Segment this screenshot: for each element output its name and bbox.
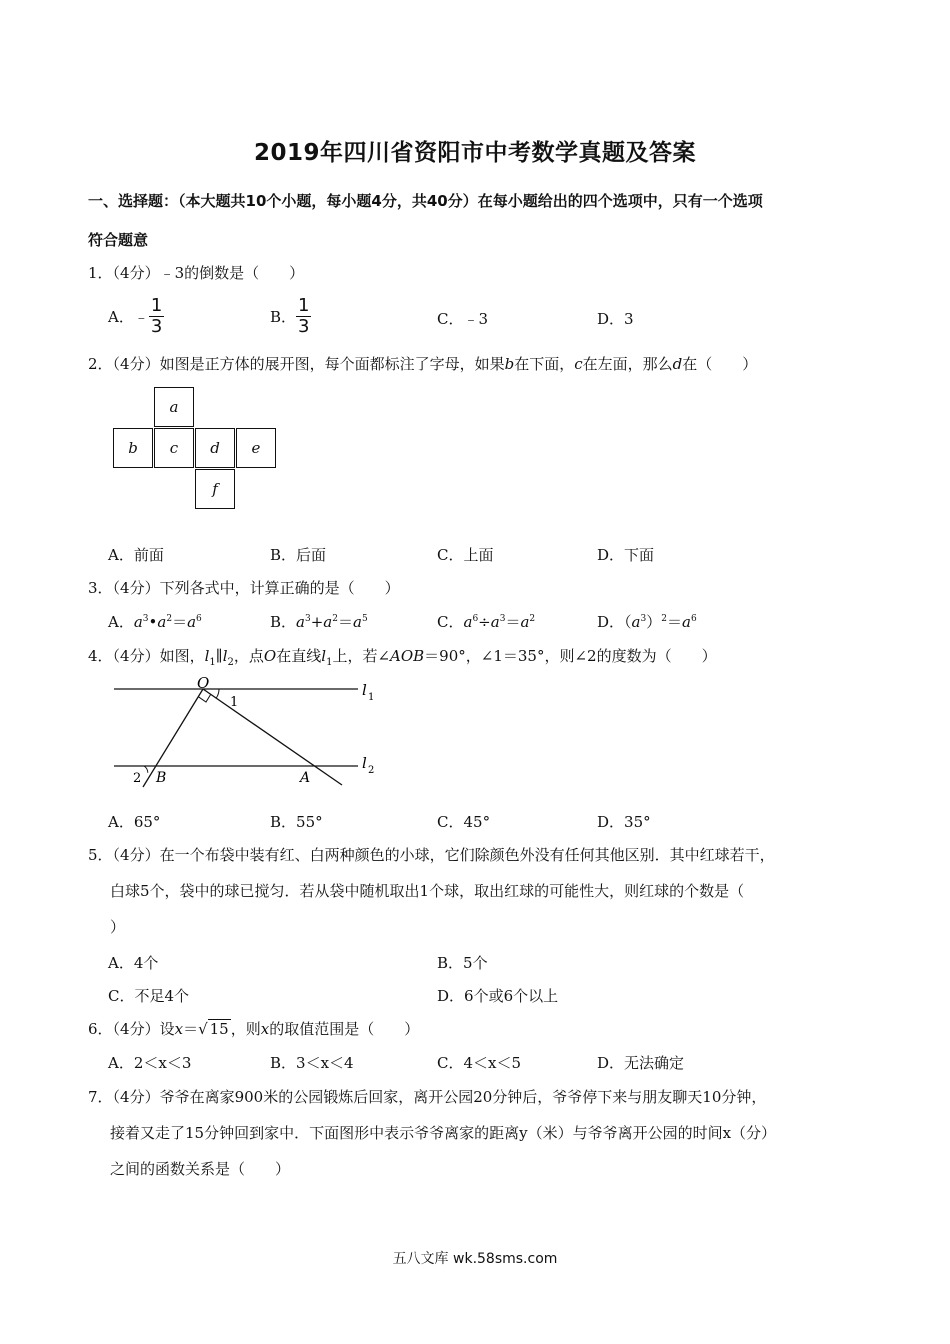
q6-eq: ＝ [183,1020,199,1038]
q1-option-b-label: B． [270,308,297,326]
q2-option-c: C．上面 [437,546,494,564]
question-7-stem-end: 之间的函数关系是（ ） [110,1160,291,1178]
label-l1-sub: 1 [368,692,375,703]
q4-stem-mid2: 在直线 [276,647,322,665]
net-cell-c: c [154,428,194,468]
q2-stem-pre: 2．（4分）如图是正方体的展开图，每个面都标注了字母，如果 [88,355,505,373]
net-cell-e: e [236,428,276,468]
q4-option-a: A．65° [108,813,161,831]
q6-option-a: A．2＜x＜3 [108,1054,192,1072]
q1-option-d: D．3 [597,310,634,328]
q2-stem-t3: 在（ ） [682,355,758,373]
net-cell-b: b [113,428,153,468]
q4-option-c: C．45° [437,813,491,831]
var-d: d [672,355,683,373]
numerator: 1 [150,295,163,316]
segment-OA [203,689,342,785]
label-A: A [300,770,311,786]
var-x: x [260,1020,270,1038]
q3-option-b: B．$a^3+a^2=a^5$ [270,613,368,631]
q1-option-c: C．﹣3 [437,310,489,328]
q5-option-d: D．6个或6个以上 [437,987,559,1005]
label-angle-1: 1 [230,695,239,710]
fraction [149,297,164,336]
q3-option-d-label: D． [597,613,625,631]
question-7-stem-cont: 接着又走了15分钟回到家中．下面图形中表示爷爷离家的距离y（米）与爷爷离开公园的时间x（分） [110,1124,777,1142]
question-5-stem: 5．（4分）在一个布袋中装有红、白两种颜色的小球，它们除颜色外没有任何其他区别．其中红球若干， [88,846,775,864]
question-4-stem: 4．（4分）如图，$l_1\parallel l_2$，点O在直线$l_1$上，若∠AOB＝90°，∠1＝35°，则∠2的度数为（ ） [88,647,717,668]
q5-option-b: B．5个 [437,954,488,972]
q6-option-d: D．无法确定 [597,1054,685,1072]
var-x: x [174,1020,184,1038]
question-3-stem: 3．（4分）下列各式中，计算正确的是（ ） [88,579,400,597]
net-cell-a: a [154,387,194,427]
net-cell-f: f [195,469,235,509]
footer-watermark: 五八文库 wk.58sms.com [392,1251,558,1267]
label-O: O [197,674,210,692]
radicand: 15 [209,1020,229,1038]
q2-option-a: A．前面 [108,546,164,564]
q6-mid: ，则 [230,1020,261,1038]
section-heading: 一、选择题：（本大题共10个小题，每小题4分，共40分）在每小题给出的四个选项中，只有一个选项 [88,192,763,210]
var-AOB: AOB [390,647,425,665]
angle-2-arc [144,766,148,773]
q2-stem-t1: 在下面， [514,355,575,373]
parallel-lines-figure [100,672,390,792]
question-7-stem: 7．（4分）爷爷在离家900米的公园锻炼后回家，离开公园20分钟后，爷爷停下来与朋友聊天10分钟， [88,1088,767,1106]
q2-option-d: D．下面 [597,546,655,564]
q3-option-d: D．$(a^3)^2=a^6$ [597,613,697,631]
q6-option-b: B．3＜x＜4 [270,1054,354,1072]
question-1-stem: 1．（4分）﹣3的倒数是（ ） [88,264,305,282]
page-title: 2019年四川省资阳市中考数学真题及答案 [253,140,696,166]
q2-stem-t2: 在左面，那么 [582,355,673,373]
label-l1: l [362,681,367,699]
denominator: 3 [298,316,310,337]
q4-stem-mid1: ，点 [233,647,264,665]
q3-option-a-label: A． [108,613,134,631]
q4-stem-end: ＝90°，∠1＝35°，则∠2的度数为（ ） [424,647,717,665]
angle-1-arc [216,689,219,698]
q3-option-b-label: B． [270,613,297,631]
q1-option-a [108,297,164,336]
q5-option-c: C．不足4个 [108,987,190,1005]
q6-end: 的取值范围是（ ） [269,1020,420,1038]
sqrt-symbol: √ [198,1020,208,1038]
denominator: 3 [150,316,163,337]
label-B: B [156,770,167,786]
q6-option-c: C．4＜x＜5 [437,1054,522,1072]
label-l2: l [362,754,367,772]
q4-stem-pre: 4．（4分）如图， [88,647,205,665]
var-O: O [263,647,277,665]
q6-stem-pre: 6．（4分）设 [88,1020,175,1038]
label-angle-2: 2 [133,771,142,786]
q4-option-d: D．35° [597,813,651,831]
q1-option-a-label: A．﹣ [108,308,149,326]
q2-option-b: B．后面 [270,546,327,564]
question-5-stem-cont: 白球5个，袋中的球已搅匀．若从袋中随机取出1个球，取出红球的可能性大，则红球的个数是（ [110,882,745,900]
segment-OB [143,689,203,787]
question-2-stem [88,353,757,374]
right-angle-mark [198,694,210,702]
q3-option-c-label: C． [437,613,464,631]
q5-option-a: A．4个 [108,954,159,972]
section-heading-cont: 符合题意 [88,231,149,249]
q4-stem-mid3: 上，若∠ [332,647,391,665]
var-b: b [504,355,515,373]
q3-option-c: C．$a^6\div a^3=a^2$ [437,613,536,631]
numerator: 1 [298,295,310,316]
net-cell-d: d [195,428,235,468]
q1-option-b [270,297,311,336]
q3-option-a: A．$a^3•a^2=a^6$ [108,613,202,631]
question-5-stem-end: ） [110,918,126,936]
fraction [296,297,311,336]
q4-option-b: B．55° [270,813,323,831]
label-l2-sub: 2 [368,765,375,776]
question-6-stem [88,1018,419,1039]
var-c: c [574,355,583,373]
